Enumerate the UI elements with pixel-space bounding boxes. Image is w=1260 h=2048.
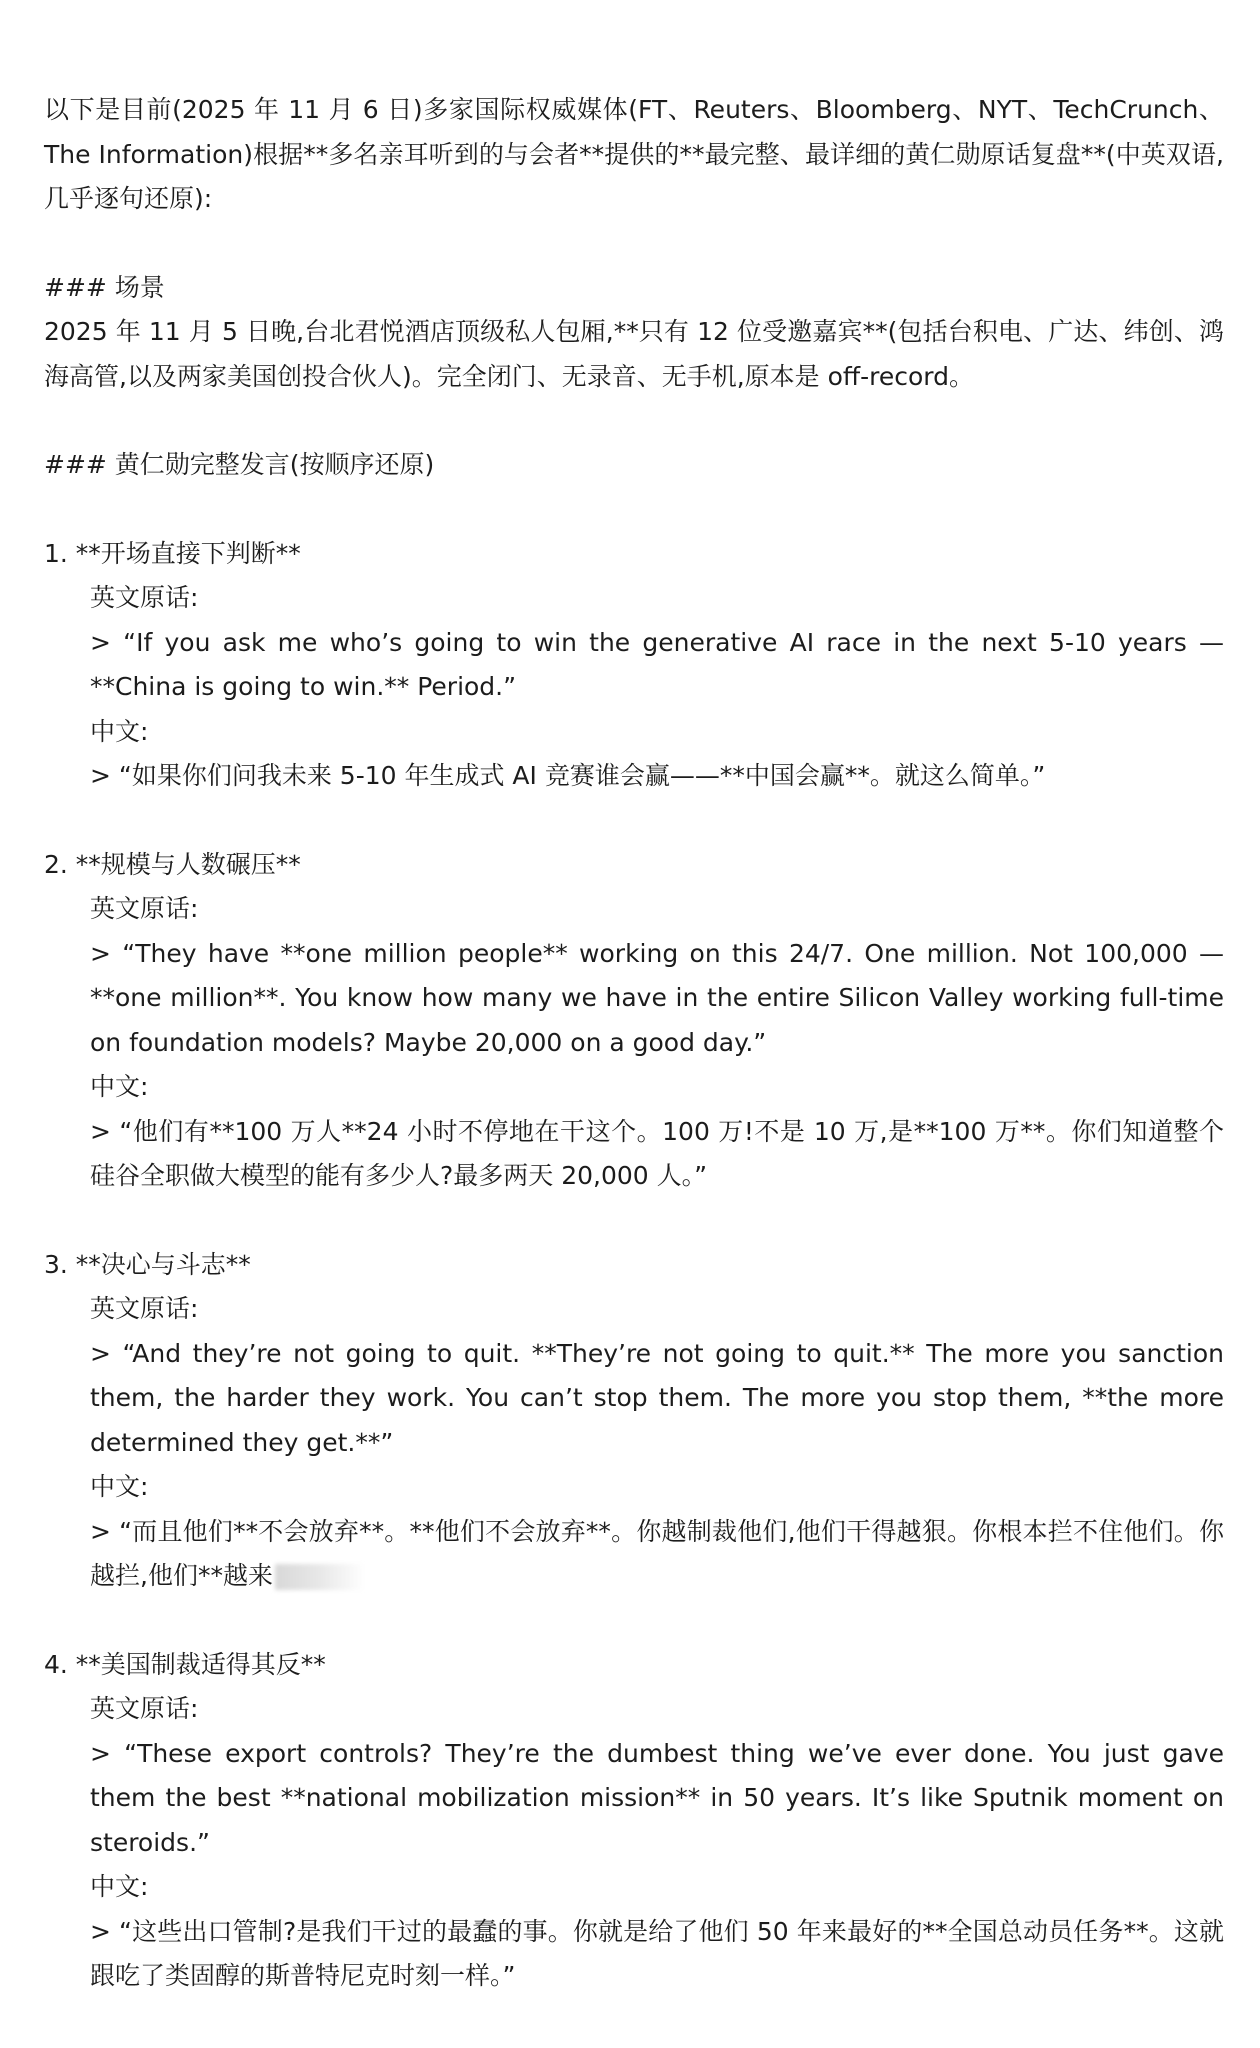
spacer	[44, 399, 1224, 443]
spacer	[44, 1199, 1224, 1243]
scene-heading: ### 场景	[44, 272, 165, 302]
zh-quote-truncated	[44, 1510, 1224, 1599]
spacer	[44, 799, 1224, 843]
speech-heading: ### 黄仁勋完整发言(按顺序还原)	[44, 450, 435, 479]
zh-label: 中文:	[90, 716, 149, 746]
en-quote: > “And they’re not going to quit. **They’re not going to quit.** The more you sanction them, the harder they work. You can’t stop them. The more you stop them, **the more determined they get.**”	[90, 1338, 1224, 1457]
document-body	[44, 88, 1224, 1999]
section-title: 1. **开场直接下判断**	[44, 538, 301, 568]
zh-label: 中文:	[90, 1872, 149, 1901]
zh-quote: > “这些出口管制?是我们干过的最蠢的事。你就是给了他们 50 年来最好的**全国总动员任务**。这就跟吃了类固醇的斯普特尼克时刻一样。”	[90, 1916, 1224, 1990]
en-quote: > “They have **one million people** working on this 24/7. One million. Not 100,000 — **one million**. You know how many we have in the entire Silicon Valley working full-time on foundation models? Maybe 20,000 on a good day.”	[90, 938, 1224, 1057]
section-title: 2. **规模与人数碾压**	[44, 849, 301, 879]
section-title: 4. **美国制裁适得其反**	[44, 1649, 326, 1679]
zh-quote-text: > “而且他们**不会放弃**。**他们不会放弃**。你越制裁他们,他们干得越狠。你根本拦不住他们。你越拦,他们**越来	[90, 1516, 1224, 1590]
zh-quote: > “如果你们问我未来 5-10 年生成式 AI 竞赛谁会赢——**中国会赢**。就这么简单。”	[90, 761, 1046, 790]
en-quote: > “These export controls? They’re the dumbest thing we’ve ever done. You just gave them the best **national mobilization mission** in 50 years. It’s like Sputnik moment on steroids.”	[90, 1738, 1224, 1857]
spacer	[44, 222, 1224, 266]
en-label: 英文原话:	[90, 583, 199, 612]
zh-quote: > “他们有**100 万人**24 小时不停地在干这个。100 万!不是 10 万,是**100 万**。你们知道整个硅谷全职做大模型的能有多少人?最多两天 20,000 人。”	[90, 1116, 1224, 1190]
en-label: 英文原话:	[90, 1294, 199, 1323]
en-label: 英文原话:	[90, 1694, 199, 1723]
spacer	[44, 488, 1224, 532]
section-title: 3. **决心与斗志**	[44, 1249, 251, 1279]
zh-label: 中文:	[90, 1472, 149, 1501]
en-quote: > “If you ask me who’s going to win the generative AI race in the next 5-10 years — **China is going to win.** Period.”	[90, 627, 1224, 701]
spacer	[44, 1599, 1224, 1643]
scene-text: 2025 年 11 月 5 日晚,台北君悦酒店顶级私人包厢,**只有 12 位受邀嘉宾**(包括台积电、广达、纬创、鸿海高管,以及两家美国创投合伙人)。完全闭门、无录音、无手机,原本是 off-record。	[44, 317, 1224, 391]
blurred-text-overlay	[275, 1564, 365, 1590]
intro-paragraph: 以下是目前(2025 年 11 月 6 日)多家国际权威媒体(FT、Reuters、Bloomberg、NYT、TechCrunch、The Information)根据**多名亲耳听到的与会者**提供的**最完整、最详细的黄仁勋原话复盘**(中英双语,几乎逐句还原):	[44, 95, 1224, 213]
zh-label: 中文:	[90, 1072, 149, 1101]
en-label: 英文原话:	[90, 894, 199, 923]
